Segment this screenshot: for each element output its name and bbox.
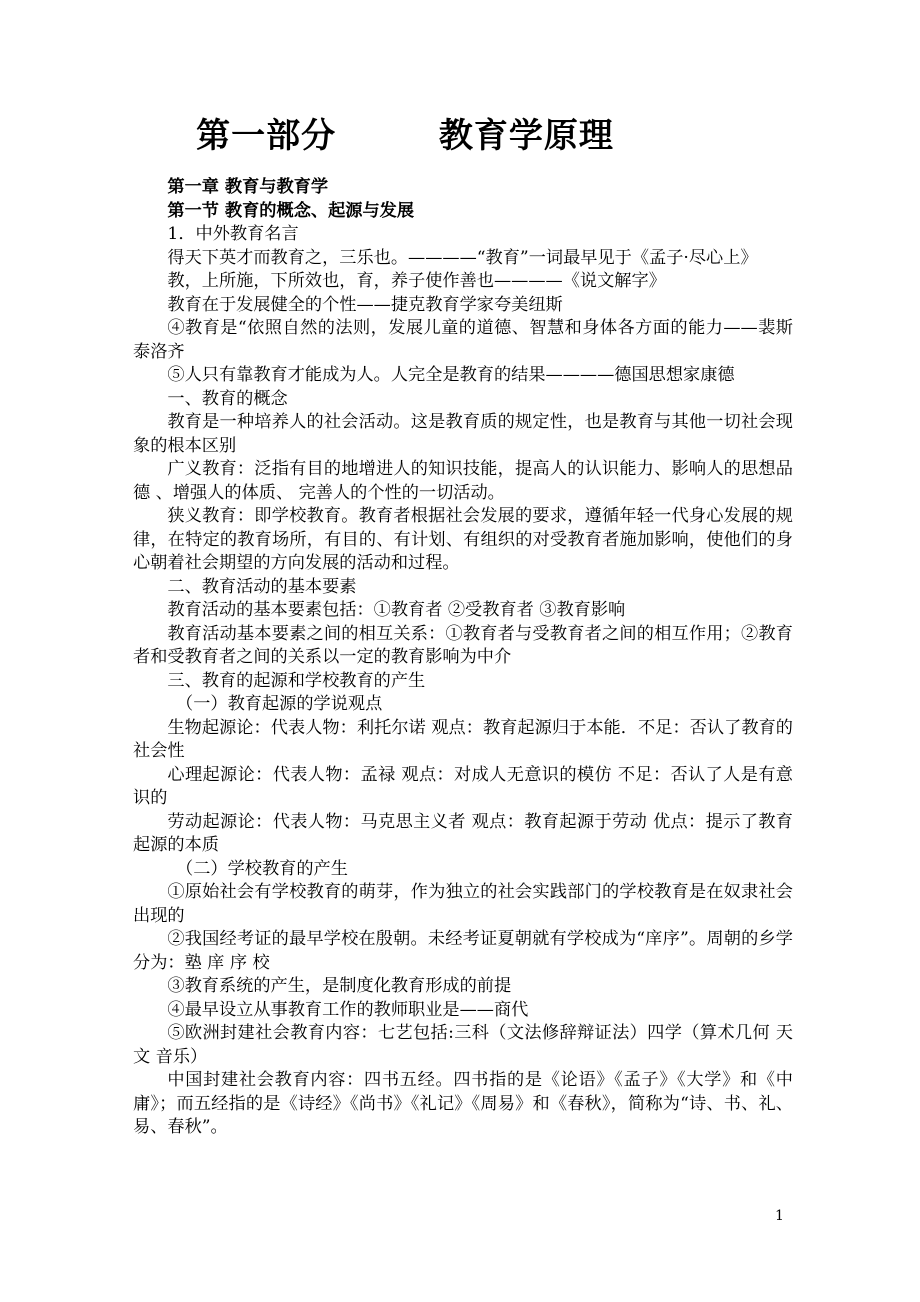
paragraph: 三、教育的起源和学校教育的产生 (167, 670, 426, 691)
paragraph: 教育在于发展健全的个性——捷克教育学家夸美纽斯 (167, 294, 563, 315)
paragraph: 心理起源论：代表人物：孟禄 观点：对成人无意识的模仿 不足：否认了人是有意识的 (133, 764, 793, 808)
paragraph: 1．中外教育名言 (167, 224, 299, 244)
section-heading: 第一节 教育的概念、起源与发展 (167, 200, 415, 221)
paragraph: 教，上所施，下所效也，育，养子使作善也————《说文解字》 (167, 271, 666, 291)
paragraph: （二）学校教育的产生 (176, 858, 348, 879)
paragraph: 中国封建社会教育内容：四书五经。四书指的是《论语》《孟子》《大学》和《中庸》；而五经指的是《诗经》《尚书》《礼记》《周易》和《春秋》，简称为“诗、书、礼、易、春秋”。 (133, 1070, 793, 1137)
paragraph: 一、教育的概念 (167, 388, 288, 409)
paragraph: ④最早设立从事教育工作的教师职业是——商代 (167, 999, 529, 1020)
paragraph: ①原始社会有学校教育的萌芽，作为独立的社会实践部门的学校教育是在奴隶社会出现的 (133, 882, 793, 926)
paragraph: 生物起源论：代表人物：利托尔诺 观点：教育起源归于本能．不足：否认了教育的社会性 (133, 717, 793, 761)
paragraph: ⑤人只有靠教育才能成为人。人完全是教育的结果————德国思想家康德 (167, 365, 735, 385)
paragraph: 教育是一种培养人的社会活动。这是教育质的规定性，也是教育与其他一切社会现象的根本区别 (133, 412, 793, 456)
paragraph: 二、教育活动的基本要素 (167, 576, 357, 597)
paragraph: 广义教育：泛指有目的地增进人的知识技能，提高人的认识能力、影响人的思想品德 、增强人的体质、 完善人的个性的一切活动。 (133, 459, 793, 503)
paragraph: ②我国经考证的最早学校在殷朝。未经考证夏朝就有学校成为“庠序”。周朝的乡学分为：塾 庠 序 校 (133, 929, 793, 973)
chapter-heading: 第一章 教育与教育学 (167, 177, 329, 197)
paragraph: 得天下英才而教育之，三乐也。————“教育”一词最早见于《孟子·尽心上》 (167, 247, 758, 268)
paragraph: 教育活动基本要素之间的相互关系：①教育者与受教育者之间的相互作用；②教育者和受教育者之间的关系以一定的教育影响为中介 (133, 623, 793, 667)
paragraph: （一）教育起源的学说观点 (176, 694, 383, 714)
paragraph: 狭义教育：即学校教育。教育者根据社会发展的要求，遵循年轻一代身心发展的规律，在特定的教育场所，有目的、有计划、有组织的对受教育者施加影响，使他们的身心朝着社会期望的方向发展的活动和过程。 (133, 506, 793, 573)
page-title: 第一部分 教育学原理 (196, 116, 614, 156)
paragraph: ③教育系统的产生，是制度化教育形成的前提 (167, 976, 512, 996)
paragraph: 教育活动的基本要素包括：①教育者 ②受教育者 ③教育影响 (167, 600, 626, 620)
document-body (133, 176, 793, 1140)
paragraph: ⑤欧洲封建社会教育内容：七艺包括:三科（文法修辞辩证法）四学（算术几何 天文 音乐） (133, 1023, 793, 1067)
paragraph: 劳动起源论：代表人物：马克思主义者 观点：教育起源于劳动 优点：提示了教育起源的本质 (133, 811, 793, 855)
paragraph: ④教育是“依照自然的法则，发展儿童的道德、智慧和身体各方面的能力——裴斯泰洛齐 (133, 318, 793, 362)
page-number: 1 (775, 1208, 784, 1224)
